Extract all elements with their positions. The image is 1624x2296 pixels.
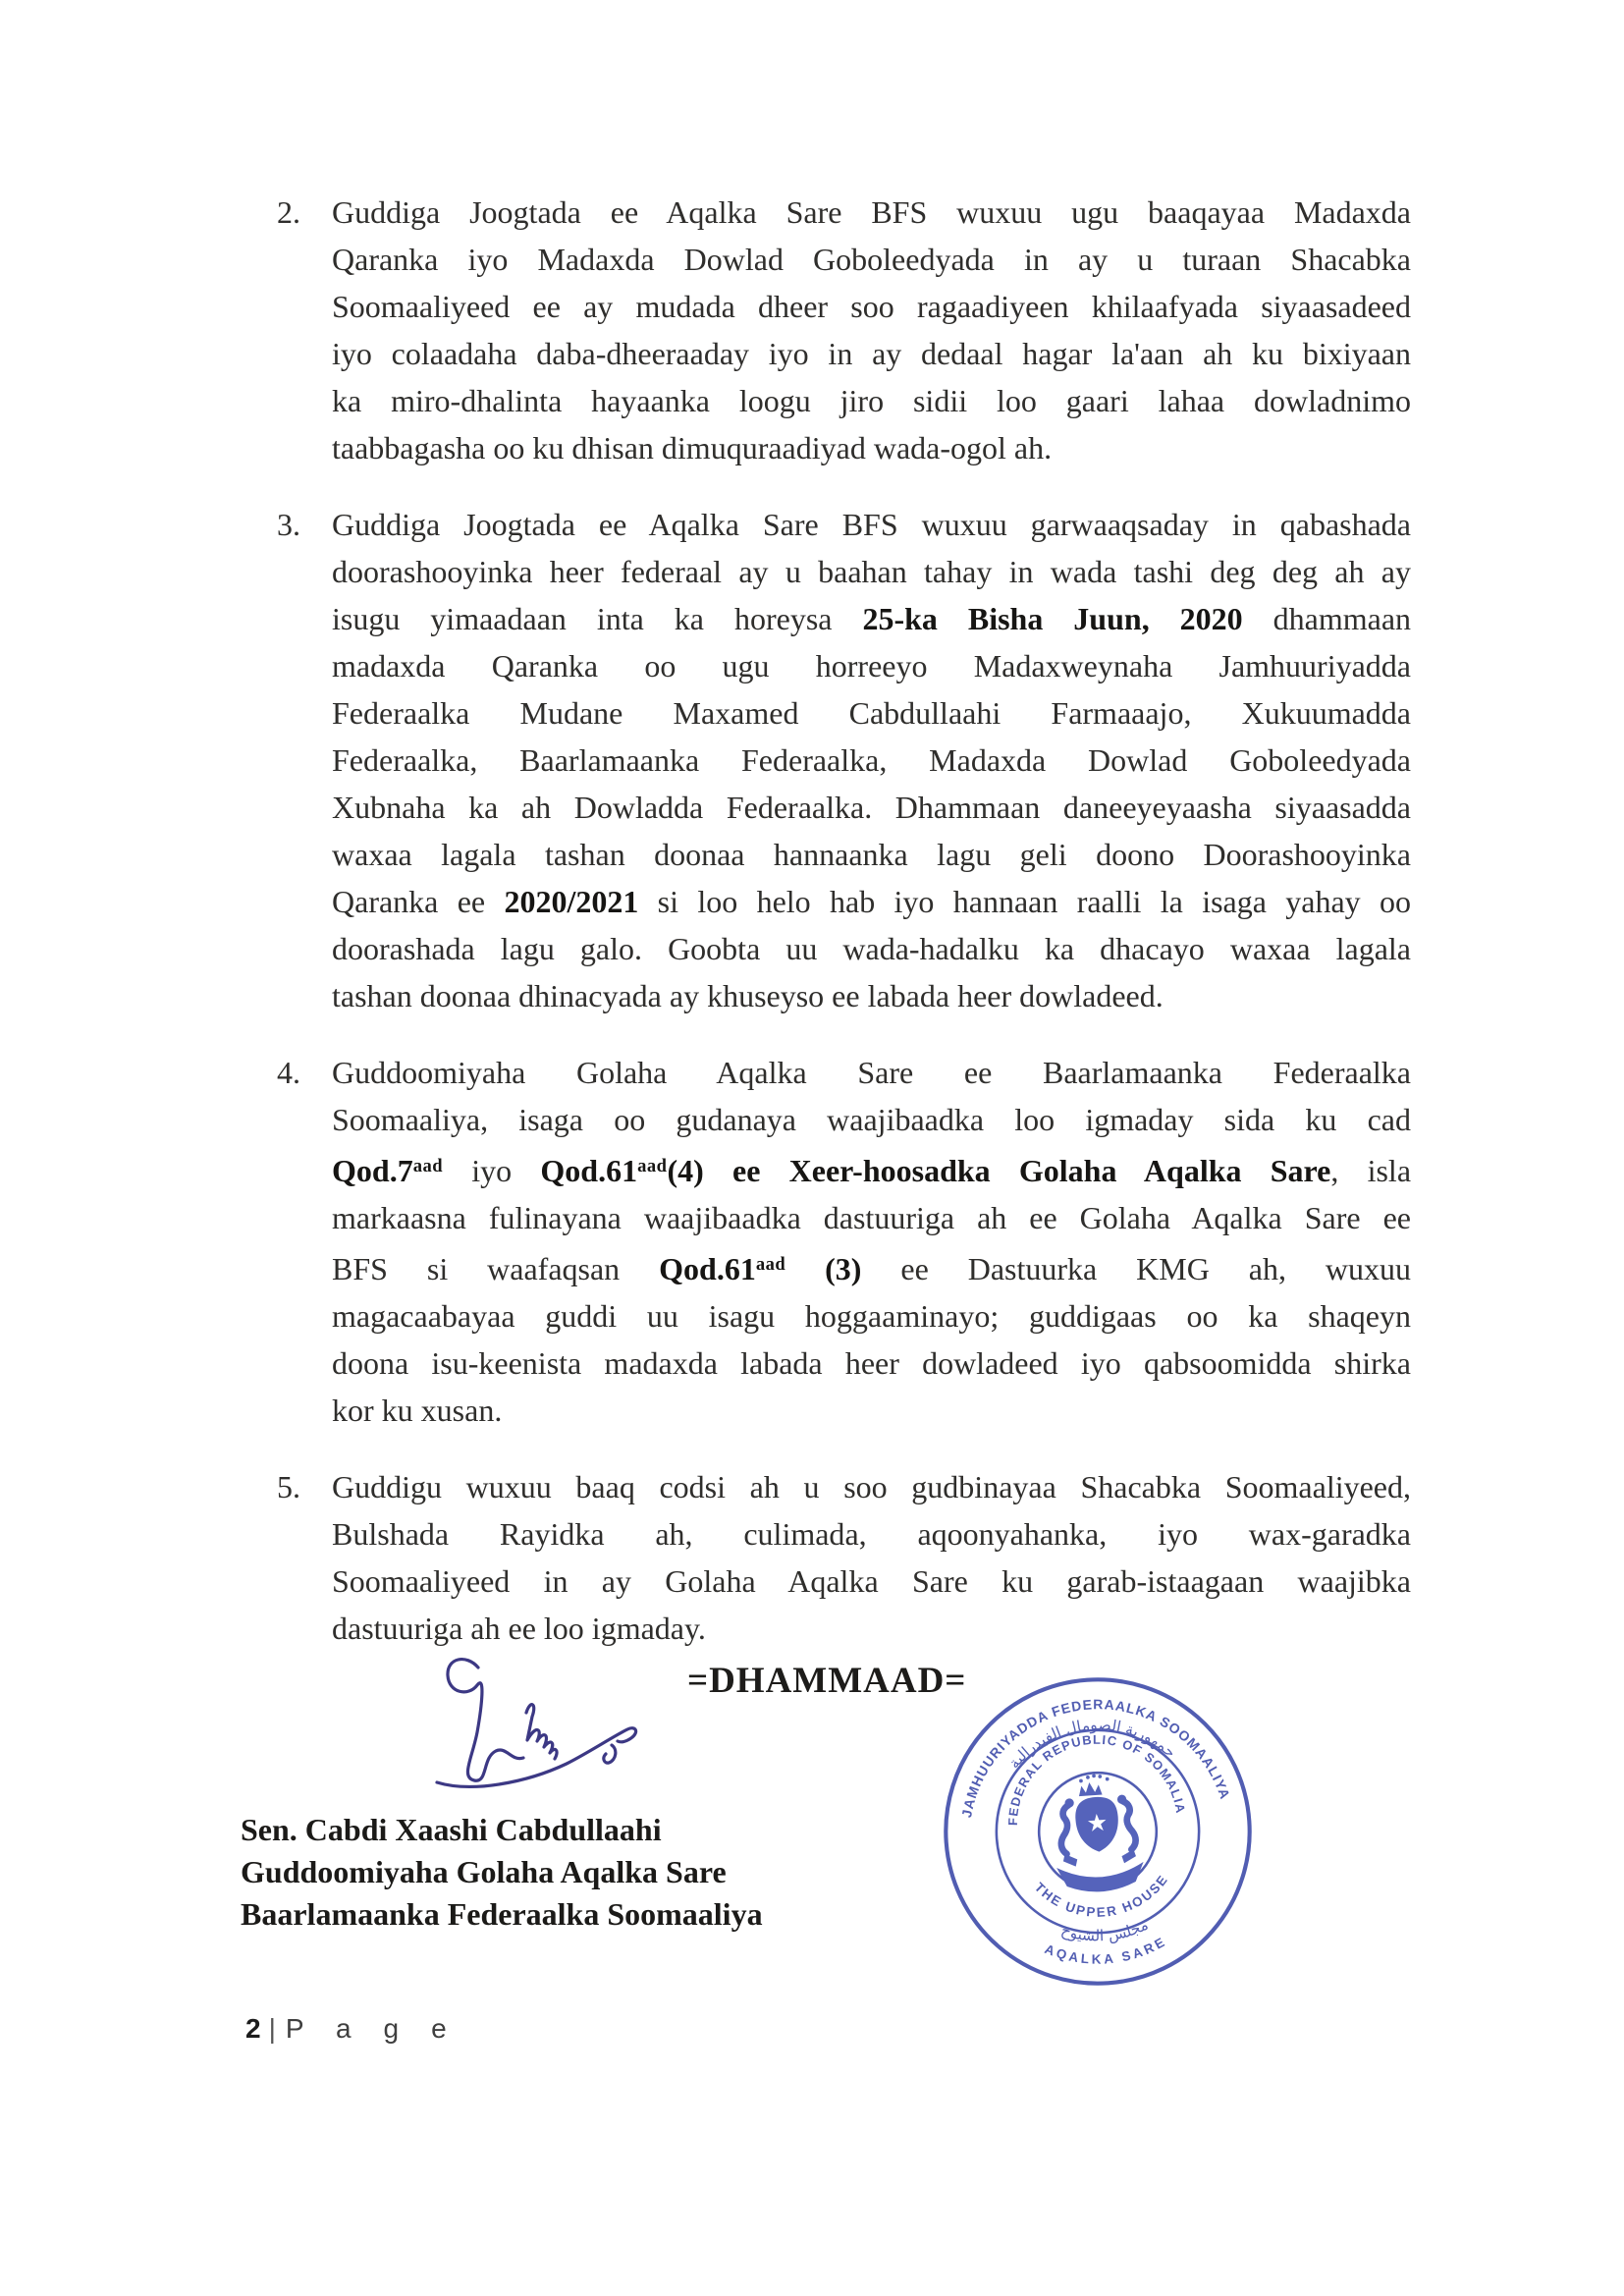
paragraph-body xyxy=(332,1463,1411,1652)
body-text: BFS si waafaqsan xyxy=(332,1251,660,1287)
paragraph-list xyxy=(277,189,1411,1681)
text-line xyxy=(332,1339,1411,1387)
text-line xyxy=(332,1241,1411,1292)
body-text: , isla xyxy=(1330,1153,1412,1189)
emphasized-text: aad xyxy=(637,1156,668,1176)
footer-separator: | xyxy=(268,2013,276,2044)
emphasized-text: 2020/2021 xyxy=(504,884,639,919)
body-text: Soomaaliyeed ee ay mudada dheer soo ragaadiyeen khilaafyada siyaasadeed xyxy=(332,289,1411,324)
emphasized-text: aad xyxy=(412,1156,444,1176)
body-text: magacaabayaa guddi uu isagu hoggaaminayo; guddigaas oo ka shaqeyn xyxy=(332,1298,1411,1335)
paragraph-number: 2. xyxy=(277,194,300,230)
body-text: Xubnaha ka ah Dowladda Federaalka. Dhammaan daneeyeyaasha siyaasadda xyxy=(332,790,1411,825)
paragraph xyxy=(277,1463,1411,1652)
body-text: Qaranka ee xyxy=(332,884,505,919)
body-text: Soomaaliya, isaga oo gudanaya waajibaadka loo igmaday sida ku cad xyxy=(332,1102,1411,1137)
paragraph-number: 4. xyxy=(277,1055,300,1090)
signatory-name: Sen. Cabdi Xaashi Cabdullaahi xyxy=(241,1812,662,1847)
text-line xyxy=(332,501,1411,548)
text-line xyxy=(332,642,1411,689)
text-line xyxy=(332,283,1411,330)
signatory-title-2: Baarlamaanka Federaalka Soomaaliya xyxy=(241,1896,763,1932)
body-text: Guddigu wuxuu baaq codsi ah u soo gudbinayaa Shacabka Soomaaliyeed, xyxy=(332,1469,1411,1505)
text-line xyxy=(332,689,1411,737)
signature-stroke xyxy=(604,1745,616,1763)
text-line xyxy=(332,236,1411,283)
body-text: doorashada lagu galo. Goobta uu wada-hadalku ka dhacayo waxaa lagala xyxy=(332,931,1411,966)
body-text: dastuuriga ah ee loo igmaday. xyxy=(332,1611,706,1647)
signatory-title-1: Guddoomiyaha Golaha Aqalka Sare xyxy=(241,1854,727,1889)
text-line xyxy=(332,595,1411,642)
body-text: Guddiga Joogtada ee Aqalka Sare BFS wuxuu ugu baaqayaa Madaxda xyxy=(332,194,1411,230)
body-text: ka miro-dhalinta hayaanka loogu jiro sidii loo gaari lahaa dowladnimo xyxy=(332,383,1411,418)
body-text: Federaalka Mudane Maxamed Cabdullaahi Farmaaajo, Xukuumadda xyxy=(332,695,1411,731)
paragraph-body xyxy=(332,189,1411,471)
paragraph-number: 3. xyxy=(277,507,300,542)
paragraph xyxy=(277,501,1411,1019)
text-line xyxy=(332,1387,1411,1434)
stamp-ring-top-english: FEDERAL REPUBLIC OF SOMALIA xyxy=(1004,1731,1189,1827)
body-text: doona isu-keenista madaxda labada heer dowladeed iyo qabsoomidda shirka xyxy=(332,1345,1411,1382)
body-text: ee Dastuurka KMG ah, wuxuu xyxy=(861,1251,1412,1287)
body-text: Soomaaliyeed in ay Golaha Aqalka Sare ku garab-istaagaan waajibka xyxy=(332,1563,1411,1600)
emphasized-text: Qod.7 xyxy=(332,1153,413,1189)
emphasized-text: Qod.61 xyxy=(659,1251,756,1287)
paragraph xyxy=(277,189,1411,471)
paragraph xyxy=(277,1049,1411,1434)
body-text: dhammaan xyxy=(1242,601,1412,636)
body-text: isugu yimaadaan inta ka horeysa xyxy=(332,601,863,636)
stamp-ring-top-arabic: جمهورية الصومال الفيدرالية xyxy=(1004,1716,1180,1773)
stamp-ring-bottom-arabic: مجلس الشيوخ xyxy=(1058,1915,1152,1945)
text-line xyxy=(332,424,1411,471)
body-text: Bulshada Rayidka ah, culimada, aqoonyahanka, iyo wax-garadka xyxy=(332,1516,1411,1553)
text-line xyxy=(332,1143,1411,1194)
body-text: madaxda Qaranka oo ugu horreeyo Madaxweynaha Jamhuuriyadda xyxy=(332,648,1411,683)
body-text: markaasna fulinayana waajibaadka dastuuriga ah ee Golaha Aqalka Sare ee xyxy=(332,1200,1411,1236)
text-line xyxy=(332,972,1411,1019)
text-line xyxy=(332,1292,1411,1339)
emphasized-text: (3) xyxy=(785,1251,862,1287)
text-line xyxy=(332,831,1411,878)
paragraph-body xyxy=(332,1049,1411,1434)
body-text: si loo helo hab iyo hannaan raalli la isaga yahay oo xyxy=(638,884,1412,919)
coat-of-arms-emblem xyxy=(1051,1771,1146,1894)
official-stamp xyxy=(936,1669,1260,1994)
signature-ink xyxy=(417,1652,658,1814)
text-line xyxy=(332,878,1411,925)
emphasized-text: (4) ee Xeer-hoosadka Golaha Aqalka Sare xyxy=(667,1153,1331,1189)
body-text: iyo colaadaha daba-dheeraaday iyo in ay dedaal hagar la'aan ah ku bixiyaan xyxy=(332,336,1411,371)
stamp-ring-top-somali: JAMHUURIYADDA FEDERAALKA SOOMAALIYA xyxy=(958,1696,1234,1820)
body-text: Guddiga Joogtada ee Aqalka Sare BFS wuxuu garwaaqsaday in qabashada xyxy=(332,507,1411,542)
text-line xyxy=(332,1049,1411,1096)
text-line xyxy=(332,784,1411,831)
body-text: iyo xyxy=(443,1153,541,1189)
signature-stroke xyxy=(526,1705,557,1759)
text-line xyxy=(332,1558,1411,1605)
paragraph-body xyxy=(332,501,1411,1019)
text-line xyxy=(332,377,1411,424)
body-text: doorashooyinka heer federaal ay u baahan tahay in wada tashi deg deg ah ay xyxy=(332,554,1411,589)
page-footer xyxy=(245,2013,459,2045)
body-text: Federaalka, Baarlamaanka Federaalka, Madaxda Dowlad Goboleedyada xyxy=(332,742,1411,778)
text-line xyxy=(332,1096,1411,1143)
body-text: Guddoomiyaha Golaha Aqalka Sare ee Baarlamaanka Federaalka xyxy=(332,1055,1411,1090)
text-line xyxy=(332,330,1411,377)
page-number: 2 xyxy=(245,2013,261,2044)
body-text: Qaranka iyo Madaxda Dowlad Goboleedyada in ay u turaan Shacabka xyxy=(332,242,1411,277)
text-line xyxy=(332,1510,1411,1558)
emphasized-text: aad xyxy=(755,1254,786,1276)
text-line xyxy=(332,189,1411,236)
text-line xyxy=(332,737,1411,784)
text-line xyxy=(332,1194,1411,1241)
body-text: waxaa lagala tashan doonaa hannaanka lagu geli doono Doorashooyinka xyxy=(332,837,1411,872)
paragraph-number: 5. xyxy=(277,1469,300,1505)
emphasized-text: Qod.61 xyxy=(540,1153,638,1189)
stamp-ring-bottom-somali: AQALKA SARE xyxy=(1042,1933,1170,1967)
signature-stroke xyxy=(448,1660,523,1781)
stamp-ring-bottom-english: THE UPPER HOUSE xyxy=(1031,1871,1171,1920)
text-line xyxy=(332,925,1411,972)
body-text: taabbagasha oo ku dhisan dimuquraadiyad wada-ogol ah. xyxy=(332,430,1053,465)
signature-stroke xyxy=(437,1728,636,1787)
text-line xyxy=(332,548,1411,595)
signatory-block xyxy=(241,1809,763,1936)
text-line xyxy=(332,1463,1411,1510)
body-text: tashan doonaa dhinacyada ay khuseyso ee labada heer dowladeed. xyxy=(332,978,1164,1013)
text-line xyxy=(332,1605,1411,1652)
footer-label: P a g e xyxy=(285,2013,460,2044)
body-text: kor ku xusan. xyxy=(332,1393,503,1429)
emphasized-text: 25-ka Bisha Juun, 2020 xyxy=(862,601,1243,636)
closing-mark: =DHAMMAAD= xyxy=(687,1661,967,1701)
